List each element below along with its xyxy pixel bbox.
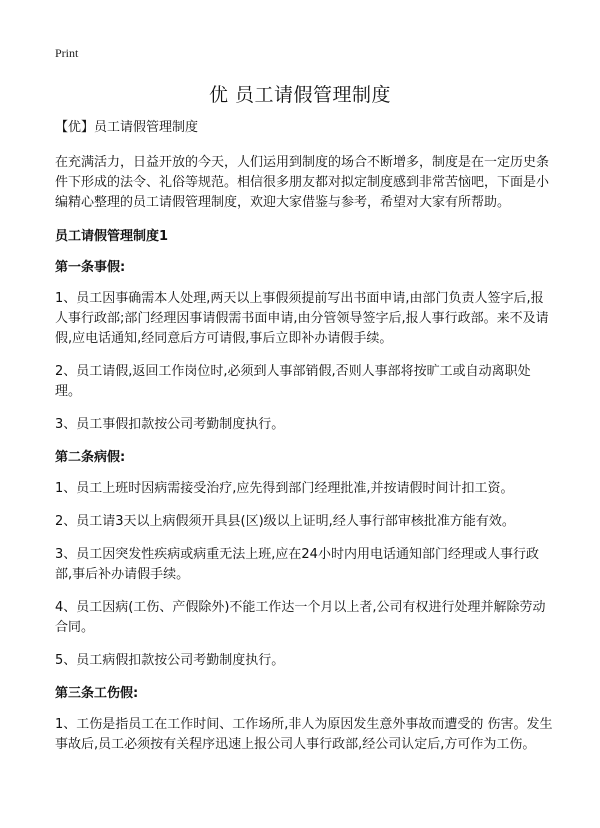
article-1-item-3: 3、员工事假扣款按公司考勤制度执行。 (55, 417, 285, 432)
article-2-item-1: 1、员工上班时因病需接受治疗,应先得到部门经理批准,并按请假时间计扣工资。 (55, 481, 514, 496)
article-2-item-3: 3、员工因突发性疾病或病重无法上班,应在24小时内用电话通知部门经理或人事行政部,事后补办请假手续。 (55, 547, 539, 582)
article-3-heading: 第三条工伤假: (55, 686, 139, 701)
article-2-item-5: 5、员工病假扣款按公司考勤制度执行。 (55, 653, 285, 668)
article-2-item-2: 2、员工请3天以上病假须开具县(区)级以上证明,经人事行部审核批准方能有效。 (55, 514, 515, 529)
article-3-item-1: 1、工伤是指员工在工作时间、工作场所,非人为原因发生意外事故而遭受的 伤害。发生事故后,员工必须按有关程序迅速上报公司人事行政部,经公司认定后,方可作为工伤。 (55, 717, 553, 752)
article-1-item-1: 1、员工因事确需本人处理,两天以上事假须提前写出书面申请,由部门负责人签字后,报人事行政部;部门经理因事请假需书面申请,由分管领导签字后,报人事行政部。来不及请假,应电话通知,经同意后方可请假,事后立即补办请假手续。 (55, 291, 549, 346)
section-title: 员工请假管理制度1 (55, 229, 169, 244)
print-label: Print (55, 46, 79, 60)
article-2-heading: 第二条病假: (55, 450, 126, 465)
article-1-heading: 第一条事假: (55, 260, 126, 275)
document-subtitle: 【优】员工请假管理制度 (55, 120, 199, 135)
intro-paragraph: 在充满活力，日益开放的今天，人们运用到制度的场合不断增多，制度是在一定历史条件下形成的法令、礼俗等规范。相信很多朋友都对拟定制度感到非常苦恼吧，下面是小编精心整理的员工请假管理制度，欢迎大家借鉴与参考，希望对大家有所帮助。 (55, 155, 550, 210)
article-2-item-4: 4、员工因病(工伤、产假除外)不能工作达一个月以上者,公司有权进行处理并解除劳动合同。 (55, 600, 546, 635)
document-body (55, 118, 555, 768)
article-1-item-2: 2、员工请假,返回工作岗位时,必须到人事部销假,否则人事部将按旷工或自动离职处理。 (55, 364, 531, 399)
page-title: 优 员工请假管理制度 (208, 84, 392, 106)
